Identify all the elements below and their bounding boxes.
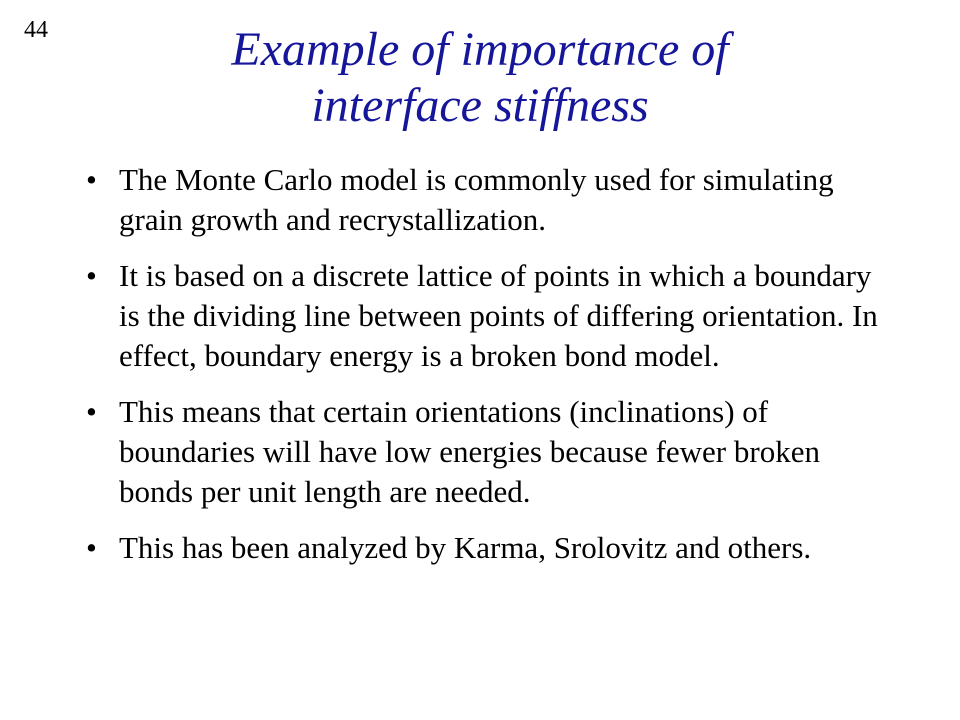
bullet-text: This means that certain orientations (inclinations) of boundaries will have low energies because fewer broken bonds per unit length are needed.: [119, 394, 820, 509]
slide-title-line-1: Example of importance of: [231, 23, 729, 76]
bullet-item: [86, 160, 886, 240]
slide-number: 44: [24, 17, 48, 43]
bullet-marker: •: [86, 162, 97, 197]
slide-title-line-2: interface stiffness: [311, 79, 649, 132]
bullet-list: [86, 160, 886, 584]
bullet-text: This has been analyzed by Karma, Srolovitz and others.: [119, 530, 812, 565]
slide-title: [0, 22, 960, 134]
bullet-item: [86, 256, 886, 376]
bullet-marker: •: [86, 394, 97, 429]
bullet-text: It is based on a discrete lattice of points in which a boundary is the dividing line between points of differing orientation. In effect, boundary energy is a broken bond model.: [119, 258, 878, 373]
bullet-item: [86, 392, 886, 512]
bullet-marker: •: [86, 530, 97, 565]
bullet-item: [86, 528, 886, 568]
bullet-marker: •: [86, 258, 97, 293]
bullet-text: The Monte Carlo model is commonly used for simulating grain growth and recrystallization.: [119, 162, 834, 237]
